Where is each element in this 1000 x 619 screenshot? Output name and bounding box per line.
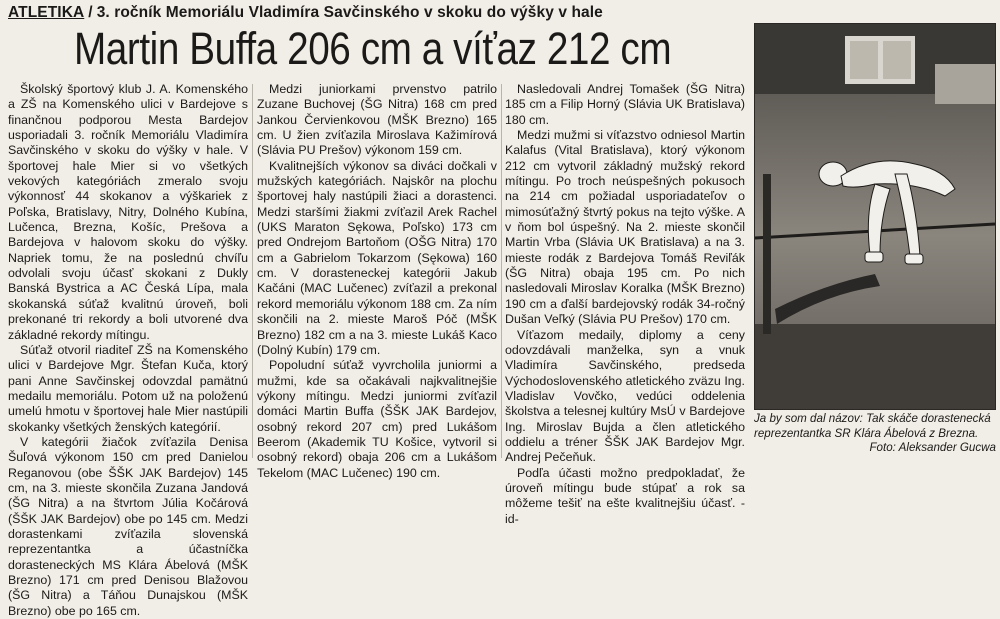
- paragraph: Medzi juniorkami prvenstvo patrilo Zuzane Buchovej (ŠG Nitra) 168 cm pred Jankou Červienkovou (MŠK Brezno) 165 cm. U žien zvíťazila Miroslava Kažimírová (Slávia PU Prešov) výkonom 159 cm.: [257, 82, 497, 158]
- section-label: ATLETIKA: [8, 4, 85, 21]
- paragraph: Medzi mužmi si víťazstvo odniesol Martin Kalafus (Vital Bratislava), ktorý výkonom 212 cm vytvoril základný mužský rekord mítingu. Po troch neúspešných pokusoch na 214 cm požiadal usporiadateľov o mimosúťažný štvrtý pokus na tejto výške. A v ňom bol úspešný. Na 2. mieste skončil Martin Vrba (Slávia UK Bratislava) a na 3. mieste rodák z Bardejova Tomáš Reviľák (ŠG Nitra) obaja 195 cm. Po nich nasledovali Miroslav Koralka (MŠK Brezno) 190 cm a ďalší bardejovský rodák 34-ročný Dušan Veľký (Slávia PU Prešov) 170 cm.: [505, 128, 745, 327]
- hall-banner: [935, 64, 995, 104]
- article-column-2: [257, 82, 497, 480]
- caption-text: Ja by som dal názov: Tak skáče dorastenecká reprezentantka SR Klára Ábelová z Brezna.: [754, 412, 991, 440]
- high-jumper-illustration: [755, 24, 995, 409]
- article-kicker: [8, 4, 748, 22]
- article-column-1: [8, 82, 248, 618]
- hall-floor: [755, 324, 995, 409]
- kicker-text: 3. ročník Memoriálu Vladimíra Savčinského v skoku do výšky v hale: [96, 4, 603, 21]
- column-divider: [501, 84, 502, 458]
- paragraph: Súťaž otvoril riaditeľ ZŠ na Komenského ulici v Bardejove Mgr. Štefan Kuča, ktorý pani Anne Savčinskej odovzdal pamätnú medailu memoriálu. Potom už na položenú umelú hmotu v športovej hale Mier nastúpili skokanky všetkých ženských kategórií.: [8, 342, 248, 434]
- column-divider: [252, 84, 253, 458]
- photo-caption: [754, 412, 996, 456]
- jump-stand: [763, 174, 771, 334]
- paragraph: V kategórii žiačok zvíťazila Denisa Šuľová výkonom 150 cm pred Danielou Reganovou (obe ŠŠK JAK Bardejov) 145 cm, na 3. mieste skončila Zuzana Jandová (ŠG Nitra) a na štvrtom Júlia Kočárová (ŠŠK JAK Bardejov) obe po 145 cm. Medzi dorastenkami zvíťazila slovenská reprezentantka a účastníčka dorasteneckých MS Klára Ábelová (MŠK Brezno) 171 cm pred Denisou Blažovou (ŠG Nitra) a Táňou Dunajskou (MŠK Brezno) obe po 165 cm.: [8, 434, 248, 618]
- article-column-3: [505, 82, 745, 526]
- paragraph: Podľa účasti možno predpokladať, že úroveň mítingu bude stúpať a rok sa môžeme tešiť na ešte kvalitnejšiu účasť. -id-: [505, 465, 745, 526]
- paragraph: Popoludní súťaž vyvrcholila juniormi a mužmi, kde sa očakávali najkvalitnejšie výkony mítingu. Medzi juniormi zvíťazil domáci Martin Buffa (ŠŠK JAK Bardejov, osobný rekord 207 cm) pred Lukášom Beerom (Akademik TU Košice, vytvoril si osobný rekord) obaja 206 cm a Lukášom Tekelom (MAC Lučenec) 190 cm.: [257, 358, 497, 480]
- paragraph: Nasledovali Andrej Tomašek (ŠG Nitra) 185 cm a Filip Horný (Slávia UK Bratislava) 180 cm.: [505, 82, 745, 127]
- kicker-separator: /: [88, 4, 93, 21]
- paragraph: Kvalitnejších výkonov sa diváci dočkali v mužských kategóriách. Najskôr na plochu športovej haly nastúpili žiaci a dorastenci. Medzi staršími žiakmi zvíťazil Arek Rachel (UKS Maraton Sękowa, Poľsko) 173 cm pred Ondrejom Bartoňom (OŠG Nitra) 170 cm a Gabrielom Tokarzom (Sękowa) 160 cm. V dorasteneckej kategórii Jakub Kačáni (MAC Lučenec) zvíťazil a prekonal rekord memoriálu výkonom 188 cm. Za ním skončili na 2. mieste Maroš Póč (MŠK Brezno) 182 cm a na 3. mieste Lukáš Kaco (Dolný Kubín) 179 cm.: [257, 158, 497, 357]
- paragraph: Víťazom medaily, diplomy a ceny odovzdávali manželka, syn a vnuk Vladimíra Savčinského, predseda Východoslovenského atletického zväzu Ing. Vladislav Vovčko, vedúci oddelenia školstva a telesnej kultúry MsÚ v Bardejove Ing. Miroslav Bujda a člen atletického oddielu a tréner ŠŠK JAK Bardejov Mgr. Andrej Pečeňuk.: [505, 327, 745, 465]
- paragraph: Školský športový klub J. A. Komenského a ZŠ na Komenského ulici v Bardejove s finančnou podporou Mesta Bardejov usporiadali 3. ročník Memoriálu Vladimíra Savčinského v skoku do výšky v hale. V športovej hale Mier si vo všetkých vekových kategóriách zmeralo svoju výkonnosť 44 skokanov a výškariek z Poľska, Bratislavy, Nitry, Dolného Kubína, Lučenca, Brezna, Košíc, Prešova a Bardejova v halovom skoku do výšky. Napriek tomu, že na poslednú chvíľu odvolali svoju účasť skokani z Dukly Banská Bystrica a AC Česká Lípa, mala skokanská súťaž kvalitnú úroveň, boli prekonané tri rekordy a boli utvorené dva základné rekordy mítingu.: [8, 82, 248, 342]
- article-headline: Martin Buffa 206 cm a víťaz 212 cm: [74, 23, 672, 74]
- photo-credit: Foto: Aleksander Gucwa: [869, 441, 996, 454]
- high-jump-photo: [754, 23, 996, 410]
